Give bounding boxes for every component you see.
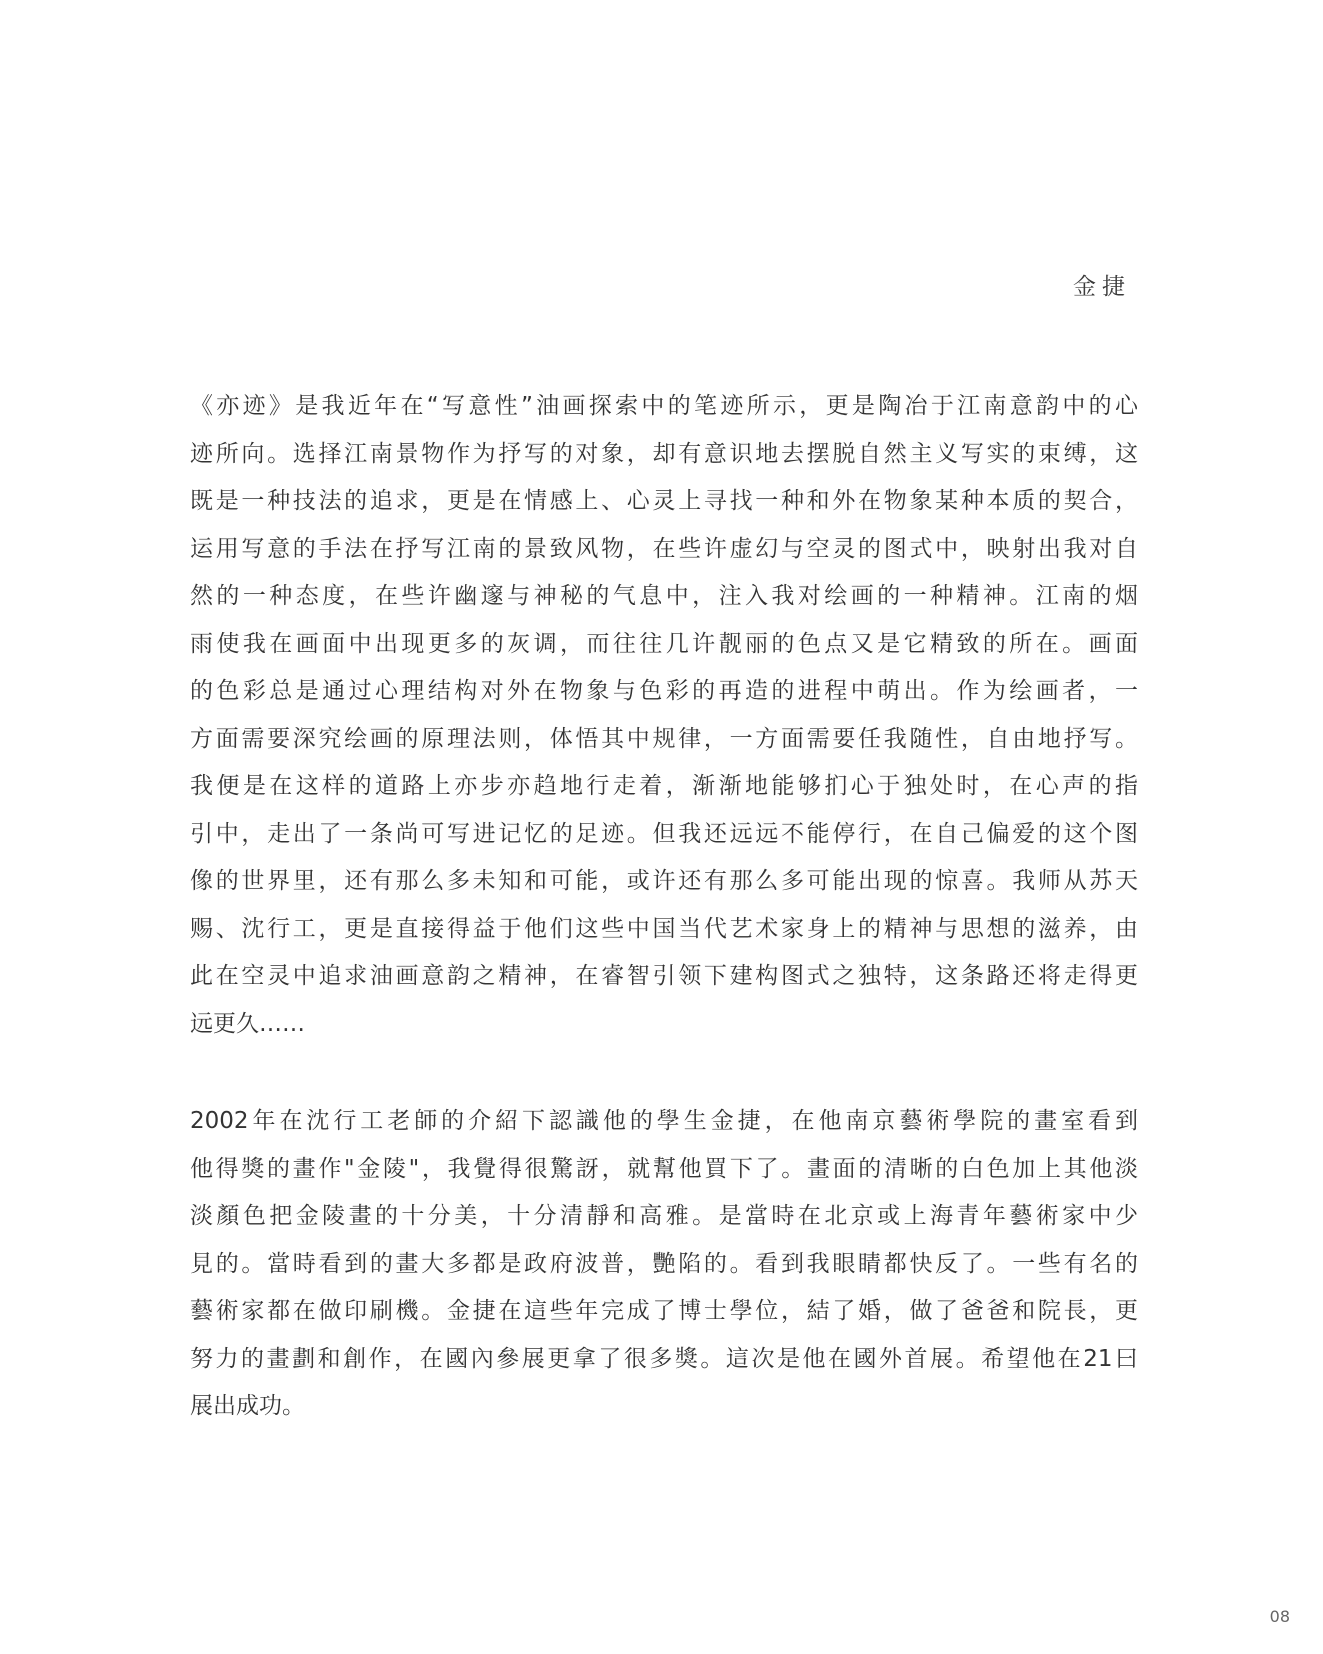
text-line: 我便是在这样的道路上亦步亦趋地行走着，渐渐地能够扪心于独处时，在心声的指 [190,773,1138,799]
text-line: 《亦迹》是我近年在“写意性”油画探索中的笔迹所示，更是陶冶于江南意韵中的心 [190,393,1138,419]
text-line: 雨使我在画面中出现更多的灰调，而往往几许靓丽的色点又是它精致的所在。画面 [190,630,1138,657]
text-line: 努力的畫劃和創作，在國內參展更拿了很多獎。這次是他在國外首展。希望他在21曰 [190,1345,1138,1372]
text-line: 展出成功。 [190,1393,305,1419]
text-line: 迹所向。选择江南景物作为抒写的对象，却有意识地去摆脱自然主义写实的束缚，这 [190,440,1138,467]
text-line: 远更久…… [190,1010,305,1037]
text-line: 运用写意的手法在抒写江南的景致风物，在些许虚幻与空灵的图式中，映射出我对自 [190,535,1138,562]
text-line: 像的世界里，还有那么多未知和可能，或许还有那么多可能出现的惊喜。我师从苏天 [190,868,1138,894]
author-name: 金捷 [1073,274,1131,300]
text-line: 淡顏色把金陵畫的十分美，十分清靜和高雅。是當時在北京或上海青年藝術家中少 [190,1203,1138,1229]
text-line: 見的。當時看到的畫大多都是政府波普，艷陷的。看到我眼睛都快反了。一些有名的 [190,1250,1138,1277]
paragraph-statement [190,383,1138,1048]
text-line: 引中，走出了一条尚可写进记忆的足迹。但我还远远不能停行，在自己偏爱的这个图 [190,820,1138,847]
page-number: 08 [1269,1607,1290,1626]
text-line: 既是一种技法的追求，更是在情感上、心灵上寻找一种和外在物象某种本质的契合， [190,488,1138,514]
text-line: 2002年在沈行工老師的介紹下認識他的學生金捷，在他南京藝術學院的畫室看到 [190,1108,1138,1134]
paragraph-introduction [190,1098,1138,1431]
text-line: 此在空灵中追求油画意韵之精神，在睿智引领下建构图式之独特，这条路还将走得更 [190,963,1138,989]
text-line: 方面需要深究绘画的原理法则，体悟其中规律，一方面需要任我随性，自由地抒写。 [190,725,1138,752]
text-line: 赐、沈行工，更是直接得益于他们这些中国当代艺术家身上的精神与思想的滋养，由 [190,915,1138,942]
text-line: 他得獎的畫作"金陵"，我覺得很驚訝，就幫他買下了。畫面的清晰的白色加上其他淡 [190,1155,1138,1182]
text-line: 藝術家都在做印刷機。金捷在這些年完成了博士學位，結了婚，做了爸爸和院長，更 [190,1298,1138,1324]
text-line: 然的一种态度，在些许幽邃与神秘的气息中，注入我对绘画的一种精神。江南的烟 [190,583,1138,609]
text-line: 的色彩总是通过心理结构对外在物象与色彩的再造的进程中萌出。作为绘画者，一 [190,678,1138,704]
